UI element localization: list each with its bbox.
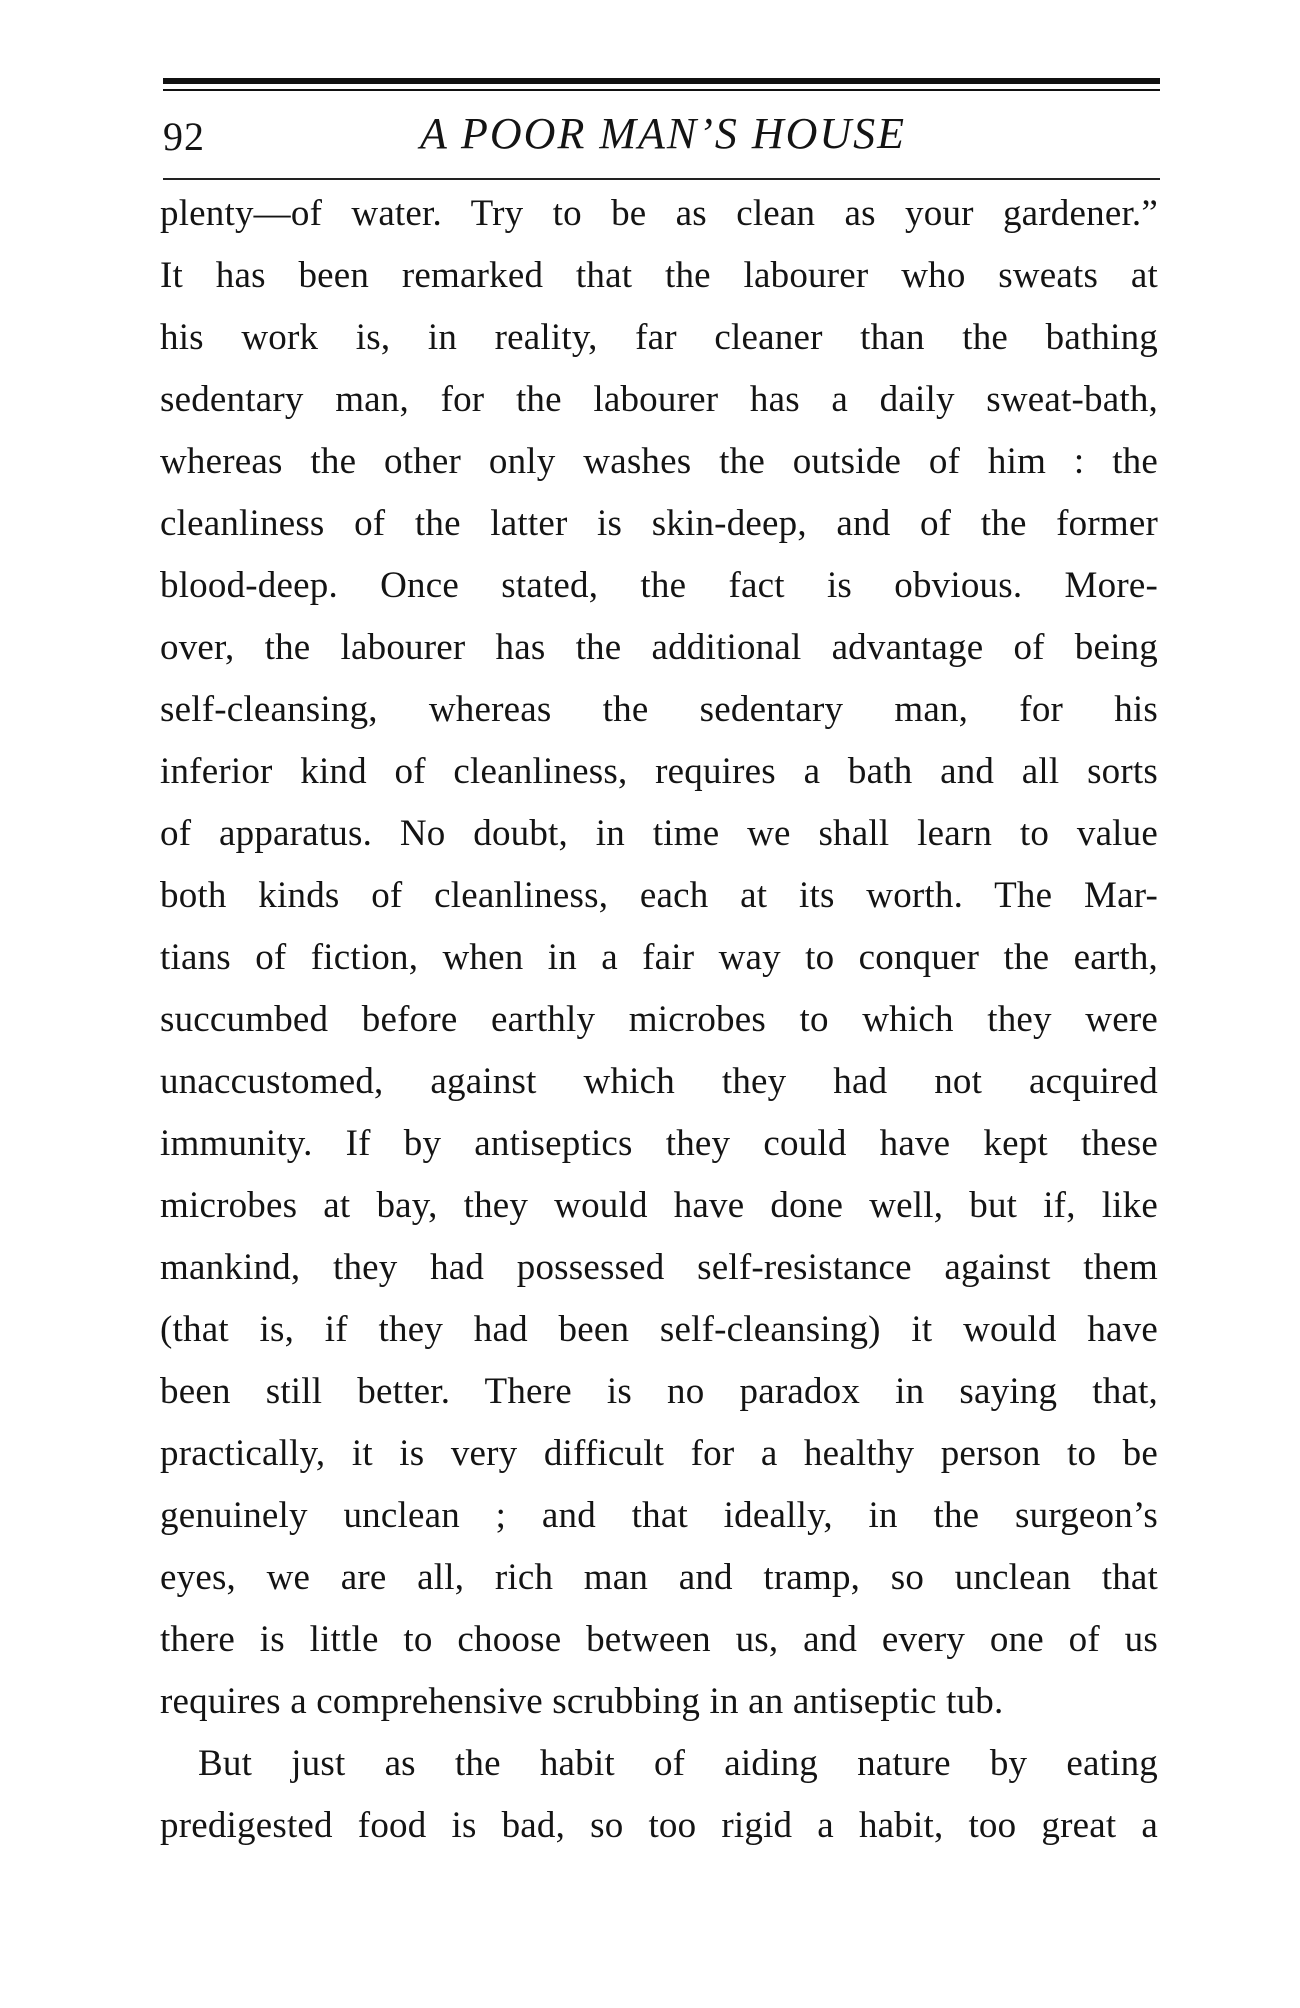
top-double-rule-thick xyxy=(163,78,1160,84)
text-line: plenty—of water. Try to be as clean as your gardener.” xyxy=(160,193,1158,234)
text-line: over, the labourer has the additional advantage of being xyxy=(160,627,1158,668)
text-line: tians of fiction, when in a fair way to conquer the earth, xyxy=(160,937,1158,978)
text-line: unaccustomed, against which they had not acquired xyxy=(160,1061,1158,1102)
text-line: genuinely unclean ; and that ideally, in the surgeon’s xyxy=(160,1495,1158,1536)
text-line: immunity. If by antiseptics they could have kept these xyxy=(160,1123,1158,1164)
text-line: It has been remarked that the labourer who sweats at xyxy=(160,255,1158,296)
body-text xyxy=(160,183,1158,1857)
text-line: (that is, if they had been self-cleansing) it would have xyxy=(160,1309,1158,1350)
text-line: his work is, in reality, far cleaner than the bathing xyxy=(160,317,1158,358)
running-title: A POOR MAN’S HOUSE xyxy=(419,109,907,158)
text-line: whereas the other only washes the outside of him : the xyxy=(160,441,1158,482)
text-line: blood-deep. Once stated, the fact is obvious. More- xyxy=(160,565,1158,606)
text-line: there is little to choose between us, and every one of us xyxy=(160,1619,1158,1660)
text-line: succumbed before earthly microbes to which they were xyxy=(160,999,1158,1040)
text-line: requires a comprehensive scrubbing in an antiseptic tub. xyxy=(160,1681,1004,1722)
text-line: microbes at bay, they would have done well, but if, like xyxy=(160,1185,1158,1226)
text-line: been still better. There is no paradox in saying that, xyxy=(160,1371,1158,1412)
text-line: both kinds of cleanliness, each at its worth. The Mar- xyxy=(160,875,1158,916)
text-line: of apparatus. No doubt, in time we shall learn to value xyxy=(160,813,1158,854)
text-line: eyes, we are all, rich man and tramp, so unclean that xyxy=(160,1557,1158,1598)
page-number: 92 xyxy=(163,114,205,159)
text-line: mankind, they had possessed self-resistance against them xyxy=(160,1247,1158,1288)
header-rule xyxy=(163,178,1160,180)
text-line: cleanliness of the latter is skin-deep, and of the former xyxy=(160,503,1158,544)
text-line: sedentary man, for the labourer has a daily sweat-bath, xyxy=(160,379,1158,420)
text-line: predigested food is bad, so too rigid a habit, too great a xyxy=(160,1805,1158,1846)
text-line: practically, it is very difficult for a healthy person to be xyxy=(160,1433,1158,1474)
top-double-rule-thin xyxy=(163,89,1160,91)
running-head xyxy=(163,103,1160,173)
text-line: inferior kind of cleanliness, requires a bath and all sorts xyxy=(160,751,1158,792)
text-line: self-cleansing, whereas the sedentary man, for his xyxy=(160,689,1158,730)
text-line: But just as the habit of aiding nature by eating xyxy=(198,1743,1158,1784)
